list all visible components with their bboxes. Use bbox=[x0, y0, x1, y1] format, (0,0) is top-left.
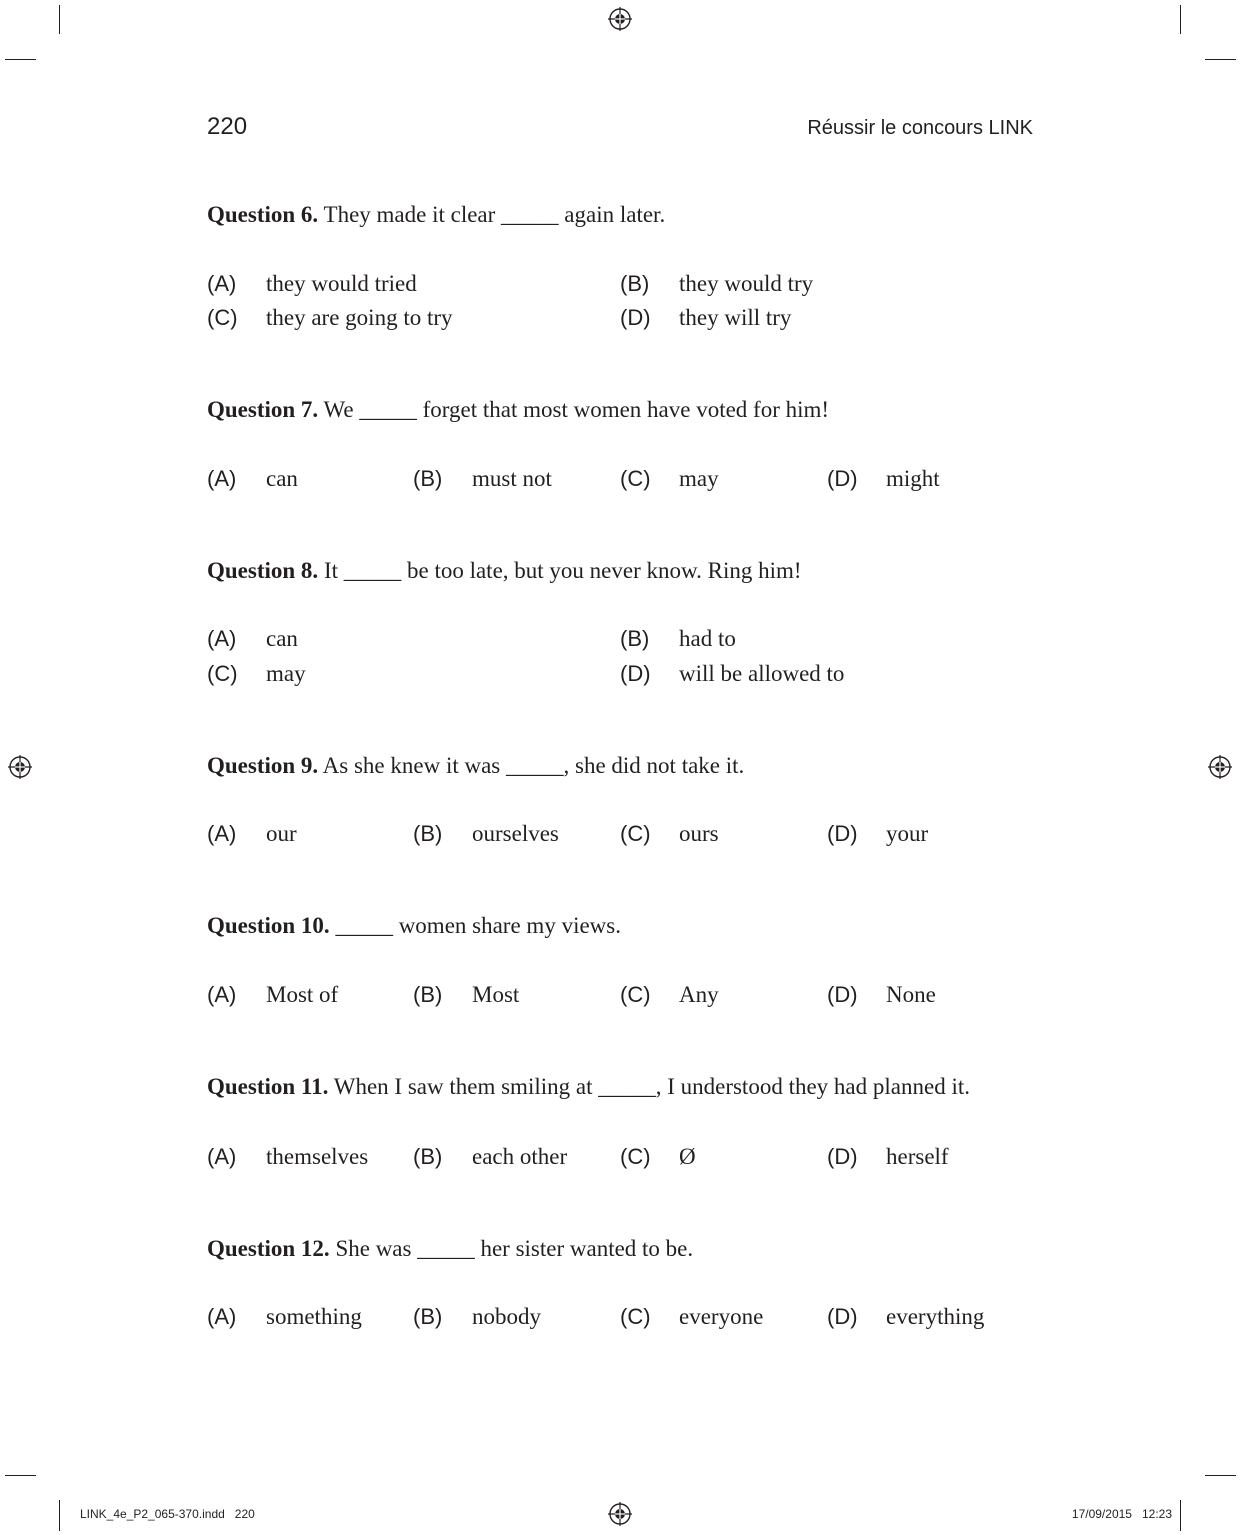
question-label: Question 11. bbox=[207, 1074, 329, 1099]
option-letter: (B) bbox=[413, 821, 443, 846]
crop-mark bbox=[5, 59, 36, 60]
option-text: our bbox=[266, 821, 297, 846]
option-text: they would tried bbox=[266, 271, 417, 296]
option-letter: (B) bbox=[413, 1144, 443, 1169]
question-text: _____ women share my views. bbox=[335, 913, 621, 938]
option-text: Most of bbox=[266, 982, 339, 1007]
option-text: themselves bbox=[266, 1144, 369, 1169]
option-letter: (B) bbox=[413, 982, 443, 1007]
option-letter: (B) bbox=[620, 271, 650, 296]
option-letter: (C) bbox=[207, 661, 238, 686]
question-label: Question 9. bbox=[207, 753, 319, 778]
question-11 bbox=[207, 1073, 970, 1101]
registration-mark-icon bbox=[8, 755, 32, 779]
option-letter: (C) bbox=[620, 1304, 651, 1329]
question-8 bbox=[207, 557, 802, 585]
question-12 bbox=[207, 1235, 693, 1263]
option-text: nobody bbox=[472, 1304, 541, 1329]
registration-mark-icon bbox=[608, 1502, 632, 1526]
option-text: everything bbox=[886, 1304, 985, 1329]
option-text: everyone bbox=[679, 1304, 764, 1329]
option-letter: (A) bbox=[207, 466, 237, 491]
registration-mark-icon bbox=[608, 7, 632, 31]
question-text: As she knew it was _____, she did not take it. bbox=[322, 753, 745, 778]
crop-mark bbox=[1205, 59, 1236, 60]
option-text: they will try bbox=[679, 305, 792, 330]
question-label: Question 7. bbox=[207, 397, 319, 422]
crop-mark bbox=[1180, 1500, 1181, 1531]
crop-mark bbox=[5, 1475, 36, 1476]
option-text: may bbox=[679, 466, 719, 491]
page-number: 220 bbox=[207, 113, 248, 140]
option-text: Ø bbox=[679, 1144, 696, 1169]
question-6 bbox=[207, 201, 665, 229]
option-letter: (D) bbox=[620, 661, 651, 686]
option-text: None bbox=[886, 982, 936, 1007]
question-label: Question 6. bbox=[207, 202, 319, 227]
question-10 bbox=[207, 912, 621, 940]
option-text: will be allowed to bbox=[679, 661, 845, 686]
option-letter: (C) bbox=[207, 305, 238, 330]
crop-mark bbox=[1180, 5, 1181, 34]
question-text: We _____ forget that most women have voted for him! bbox=[323, 397, 830, 422]
question-7 bbox=[207, 396, 829, 424]
option-letter: (A) bbox=[207, 1144, 237, 1169]
question-label: Question 12. bbox=[207, 1236, 330, 1261]
option-letter: (D) bbox=[827, 466, 858, 491]
option-text: something bbox=[266, 1304, 362, 1329]
option-text: Most bbox=[472, 982, 520, 1007]
crop-mark bbox=[59, 5, 60, 34]
option-text: can bbox=[266, 626, 298, 651]
option-text: herself bbox=[886, 1144, 949, 1169]
option-text: Any bbox=[679, 982, 719, 1007]
option-letter: (B) bbox=[620, 626, 650, 651]
option-letter: (C) bbox=[620, 982, 651, 1007]
option-letter: (D) bbox=[827, 1304, 858, 1329]
option-text: your bbox=[886, 821, 929, 846]
crop-mark bbox=[1205, 1475, 1236, 1476]
option-letter: (A) bbox=[207, 271, 237, 296]
question-text: When I saw them smiling at _____, I understood they had planned it. bbox=[333, 1074, 970, 1099]
option-letter: (D) bbox=[827, 1144, 858, 1169]
option-letter: (C) bbox=[620, 466, 651, 491]
option-letter: (D) bbox=[827, 982, 858, 1007]
question-text: She was _____ her sister wanted to be. bbox=[335, 1236, 694, 1261]
question-9 bbox=[207, 752, 744, 780]
option-letter: (A) bbox=[207, 1304, 237, 1329]
option-letter: (D) bbox=[620, 305, 651, 330]
option-text: ours bbox=[679, 821, 719, 846]
option-letter: (D) bbox=[827, 821, 858, 846]
question-label: Question 8. bbox=[207, 558, 319, 583]
option-text: they are going to try bbox=[266, 305, 453, 330]
date-slug: 17/09/2015 12:23 bbox=[1071, 1507, 1172, 1521]
registration-mark-icon bbox=[1208, 755, 1232, 779]
option-letter: (A) bbox=[207, 626, 237, 651]
option-letter: (B) bbox=[413, 466, 443, 491]
option-letter: (B) bbox=[413, 1304, 443, 1329]
option-text: they would try bbox=[679, 271, 814, 296]
question-text: They made it clear _____ again later. bbox=[323, 202, 666, 227]
option-letter: (C) bbox=[620, 821, 651, 846]
option-text: each other bbox=[472, 1144, 568, 1169]
option-text: may bbox=[266, 661, 306, 686]
option-text: had to bbox=[679, 626, 736, 651]
option-text: can bbox=[266, 466, 298, 491]
crop-mark bbox=[59, 1500, 60, 1531]
option-text: might bbox=[886, 466, 940, 491]
running-head: Réussir le concours LINK bbox=[807, 117, 1033, 139]
option-text: ourselves bbox=[472, 821, 559, 846]
file-slug: LINK_4e_P2_065-370.indd 220 bbox=[80, 1507, 255, 1521]
question-label: Question 10. bbox=[207, 913, 330, 938]
option-text: must not bbox=[472, 466, 552, 491]
question-text: It _____ be too late, but you never know. Ring him! bbox=[323, 558, 802, 583]
option-letter: (C) bbox=[620, 1144, 651, 1169]
option-letter: (A) bbox=[207, 982, 237, 1007]
option-letter: (A) bbox=[207, 821, 237, 846]
